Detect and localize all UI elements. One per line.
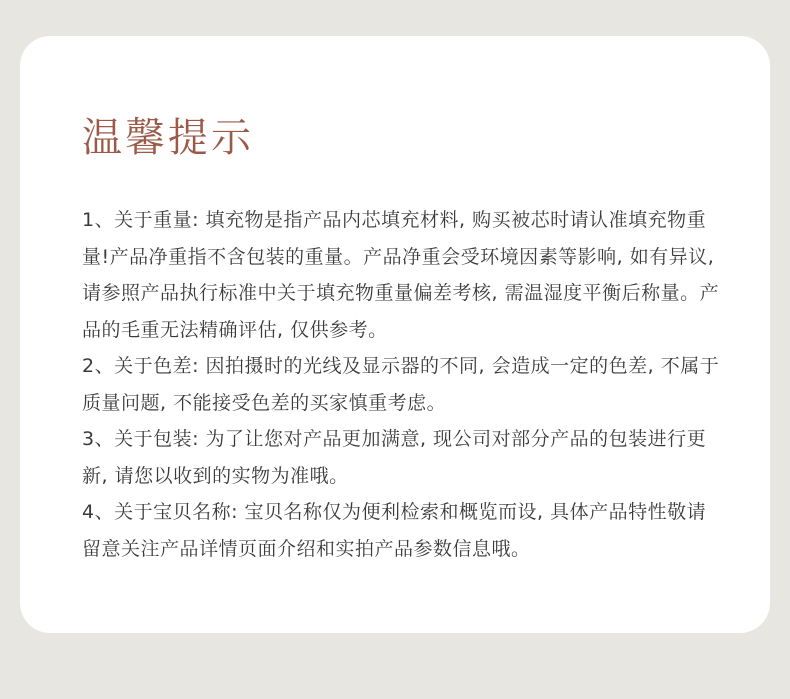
- notice-list: [82, 202, 722, 567]
- notice-item-product-name: 4、关于宝贝名称: 宝贝名称仅为便利检索和概览而设, 具体产品特性敬请留意关注产品详情页面介绍和实拍产品参数信息哦。: [82, 501, 707, 560]
- notice-item-packaging: 3、关于包装: 为了让您对产品更加满意, 现公司对部分产品的包装进行更新, 请您以收到的实物为准哦。: [82, 428, 707, 487]
- page-title: 温馨提示: [82, 115, 254, 161]
- notice-card: [20, 36, 770, 633]
- notice-item-color-difference: 2、关于色差: 因拍摄时的光线及显示器的不同, 会造成一定的色差, 不属于质量问题, 不能接受色差的买家慎重考虑。: [82, 355, 720, 414]
- notice-item-weight: 1、关于重量: 填充物是指产品内芯填充材料, 购买被芯时请认准填充物重量!产品净重指不含包装的重量。产品净重会受环境因素等影响, 如有异议, 请参照产品执行标准中关于填充物重量偏差考核, 需温湿度平衡后称量。产品的毛重无法精确评估, 仅供参考。: [82, 209, 720, 341]
